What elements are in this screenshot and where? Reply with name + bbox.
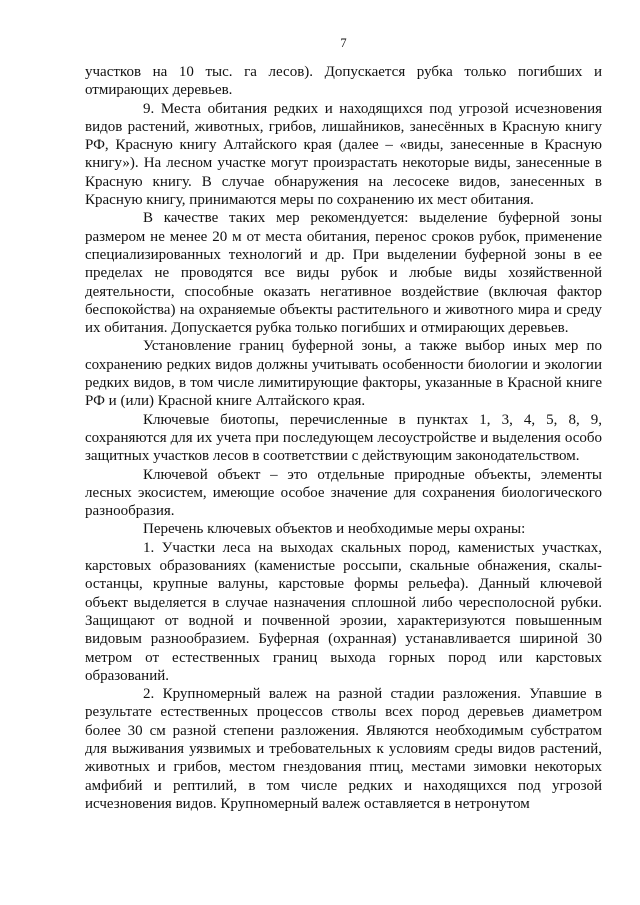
paragraph-buffer-zone-boundaries: Установление границ буферной зоны, а также выбор иных мер по сохранению редких видов должны учитывать особенности биологии и экологии редких видов, в том числе лимитирующие факторы, указанные в Красной книге РФ и (или) Красной книге Алтайского края. bbox=[85, 338, 602, 410]
paragraph-buffer-zone-measures: В качестве таких мер рекомендуется: выделение буферной зоны размером не менее 20 м от места обитания, перенос сроков рубок, применение специализированных технологий и др. При выделении буферной зоны в ее пределах не проводятся все виды рубок и любые виды хозяйственной деятельности, способные оказать негативное воздействие (включая фактор беспокойства) на охраняемые объекты растительного и животного мира и среду их обитания. Допускается рубка только погибших и отмирающих деревьев. bbox=[85, 210, 602, 337]
paragraph-item-9-red-book: 9. Места обитания редких и находящихся под угрозой исчезновения видов растений, животных, грибов, лишайников, занесённых в Красную книгу РФ, Красную книгу Алтайского края (далее – «виды, занесенные в Красную книгу»). На лесном участке могут произрастать некоторые виды, занесенные в Красную книгу. В случае обнаружения на лесосеке видов, занесенных в Красную книгу, принимаются меры по сохранению их мест обитания. bbox=[85, 100, 602, 209]
paragraph-continuation: участков на 10 тыс. га лесов). Допускается рубка только погибших и отмирающих деревьев. bbox=[85, 64, 602, 99]
body-text bbox=[85, 63, 602, 813]
paragraph-key-object-definition: Ключевой объект – это отдельные природные объекты, элементы лесных экосистем, имеющие особое значение для сохранения биологического разнообразия. bbox=[85, 466, 602, 520]
paragraph-key-objects-list-intro: Перечень ключевых объектов и необходимые меры охраны: bbox=[143, 521, 526, 538]
paragraph-key-biotopes: Ключевые биотопы, перечисленные в пунктах 1, 3, 4, 5, 8, 9, сохраняются для их учета при последующем лесоустройстве и выделения особо защитных участков лесов в соответствии с действующим законодательством. bbox=[85, 411, 602, 465]
page-number: 7 bbox=[340, 36, 347, 50]
paragraph-key-object-1-rocks: 1. Участки леса на выходах скальных пород, каменистых участках, карстовых образованиях (каменистые россыпи, скальные обнажения, скалы-останцы, крупные валуны, карстовые формы рельефа). Данный ключевой объект выделяется в случае назначения сплошной либо чересполосной рубки. Защищают от водной и почвенной эрозии, характеризуются повышенным видовым разнообразием. Буферная (охранная) устанавливается шириной 30 метром от естественных границ выхода горных пород или карстовых образований. bbox=[85, 539, 602, 684]
paragraph-key-object-2-deadwood: 2. Крупномерный валеж на разной стадии разложения. Упавшие в результате естественных процессов стволы всех пород деревьев диаметром более 30 см разной степени разложения. Являются необходимым субстратом для выживания уязвимых и требовательных к условиям среды видов растений, животных и грибов, местом гнездования птиц, местами зимовки некоторых амфибий и рептилий, в том числе редких и находящихся под угрозой исчезновения видов. Крупномерный валеж оставляется в нетронутом bbox=[85, 686, 602, 812]
